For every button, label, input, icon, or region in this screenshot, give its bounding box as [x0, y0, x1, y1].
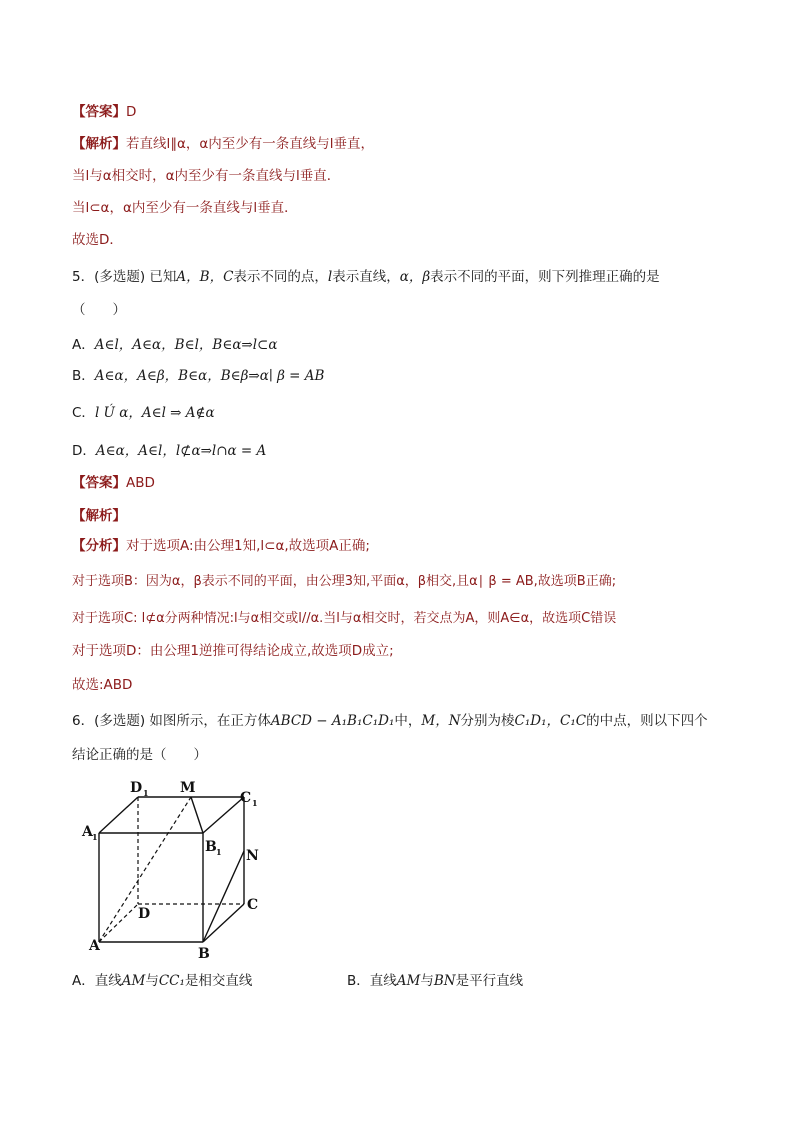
- cube-figure: [72, 778, 282, 962]
- option-formula: l Ú α，A∈l ⇒ A∉α: [94, 405, 215, 421]
- q6-stem-text: 中，: [394, 713, 422, 729]
- fenxi-line-5: 故选:ABD: [72, 677, 133, 693]
- option-formula: A∈l，A∈α，B∈l，B∈α⇒l⊂α: [94, 337, 278, 353]
- analysis-line-2: 当l与α相交时，α内至少有一条直线与l垂直．: [72, 168, 341, 184]
- q6-option-a: [72, 972, 252, 990]
- analysis-text: 若直线l∥α，α内至少有一条直线与l垂直，: [126, 136, 375, 152]
- q6-edges: C₁D₁，C₁C: [514, 713, 587, 729]
- q6-cube-name: ABCD − A₁B₁C₁D₁: [270, 713, 395, 729]
- edge-a1-d1: [99, 797, 138, 833]
- label-b1-sub: 1: [216, 847, 222, 857]
- edge-c-b: [203, 904, 244, 942]
- label-b1: B: [205, 839, 217, 855]
- option-label: B．直线: [347, 973, 397, 989]
- label-m: M: [180, 780, 196, 796]
- label-c1-sub: 1: [252, 798, 258, 808]
- option-label: A．直线: [72, 973, 122, 989]
- fenxi-line-3: 对于选项C: l⊄α分两种情况:l与α相交或l//α.当l与α相交时，若交点为A，则A∈α，故选项C错误: [72, 611, 617, 626]
- answer-line-q5: [72, 474, 155, 492]
- option-math: AM: [396, 973, 421, 989]
- q6-option-b: [347, 972, 523, 990]
- fenxi-line-1: [72, 537, 370, 555]
- label-a1-sub: 1: [92, 832, 98, 842]
- option-label: C．: [72, 405, 95, 421]
- fenxi-line-2: 对于选项B：因为α，β表示不同的平面，由公理3知,平面α，β相交,且α∣ β = AB,故选项B正确;: [72, 574, 617, 589]
- answer-tag: 【答案】: [72, 104, 126, 120]
- label-c1: C: [240, 790, 252, 806]
- question-6-stem: [72, 712, 708, 730]
- q5-option-d: [72, 442, 266, 460]
- q5-stem-text: 5．(多选题) 已知: [72, 269, 177, 285]
- q5-stem-text: 表示不同的平面，则下列推理正确的是: [430, 269, 660, 285]
- edge-c1-b1: [203, 797, 244, 833]
- option-math: CC₁: [158, 973, 185, 989]
- label-b: B: [198, 946, 210, 962]
- option-text: 是平行直线: [455, 973, 524, 989]
- segment-m-b1: [191, 797, 203, 833]
- option-text: 与: [420, 973, 434, 989]
- answer-line-q4: [72, 103, 136, 121]
- hidden-edge-a-d: [99, 904, 138, 942]
- option-label: B．: [72, 368, 95, 384]
- fenxi-text: 对于选项A:由公理1知,l⊂α,故选项A正确;: [126, 538, 370, 554]
- question-5-stem: [72, 268, 660, 286]
- option-formula: A∈α，A∈β，B∈α，B∈β⇒α∣ β = AB: [94, 368, 325, 384]
- q5-planes: α，β: [399, 269, 431, 285]
- label-n: N: [246, 848, 259, 864]
- label-a: A: [89, 938, 100, 954]
- q6-stem-text: 分别为棱: [460, 713, 515, 729]
- option-text: 与: [145, 973, 159, 989]
- answer-value: D: [126, 104, 137, 120]
- q6-stem-text: 6．(多选题) 如图所示，在正方体: [72, 713, 271, 729]
- label-a1: A: [82, 824, 93, 840]
- option-text: 是相交直线: [184, 973, 253, 989]
- analysis-heading-q5: [72, 507, 126, 525]
- option-formula: A∈α，A∈l，l⊄α⇒l∩α = A: [95, 443, 267, 459]
- q6-stem-text: 的中点，则以下四个: [586, 713, 708, 729]
- label-c: C: [247, 897, 259, 913]
- q5-line-symbol: l: [327, 269, 333, 285]
- q5-option-a: [72, 336, 278, 354]
- analysis-tag: 【解析】: [72, 136, 126, 152]
- option-label: D．: [72, 443, 96, 459]
- label-d: D: [138, 906, 151, 922]
- option-math: AM: [121, 973, 146, 989]
- q5-stem-text: 表示直线，: [332, 269, 400, 285]
- analysis-line-1: [72, 135, 374, 153]
- answer-value: ABD: [126, 475, 155, 491]
- q5-stem-text: 表示不同的点，: [233, 269, 328, 285]
- q5-option-b: [72, 367, 324, 385]
- fenxi-tag: 【分析】: [72, 538, 126, 554]
- q5-option-c: [72, 404, 215, 422]
- answer-tag: 【答案】: [72, 475, 126, 491]
- option-math: BN: [433, 973, 456, 989]
- analysis-tag: 【解析】: [72, 508, 126, 524]
- question-5-paren: （ ）: [72, 302, 126, 318]
- q6-points: M，N: [421, 713, 461, 729]
- analysis-line-4: 故选D．: [72, 232, 123, 248]
- label-d1: D: [130, 780, 143, 796]
- label-d1-sub: 1: [143, 788, 149, 798]
- q5-points: A，B，C: [176, 269, 234, 285]
- option-label: A．: [72, 337, 95, 353]
- analysis-line-3: 当l⊂α，α内至少有一条直线与l垂直．: [72, 200, 298, 216]
- question-6-stem-2: 结论正确的是（ ）: [72, 747, 207, 763]
- segment-b-n: [203, 851, 244, 942]
- fenxi-line-4: 对于选项D：由公理1逆推可得结论成立,故选项D成立;: [72, 643, 394, 659]
